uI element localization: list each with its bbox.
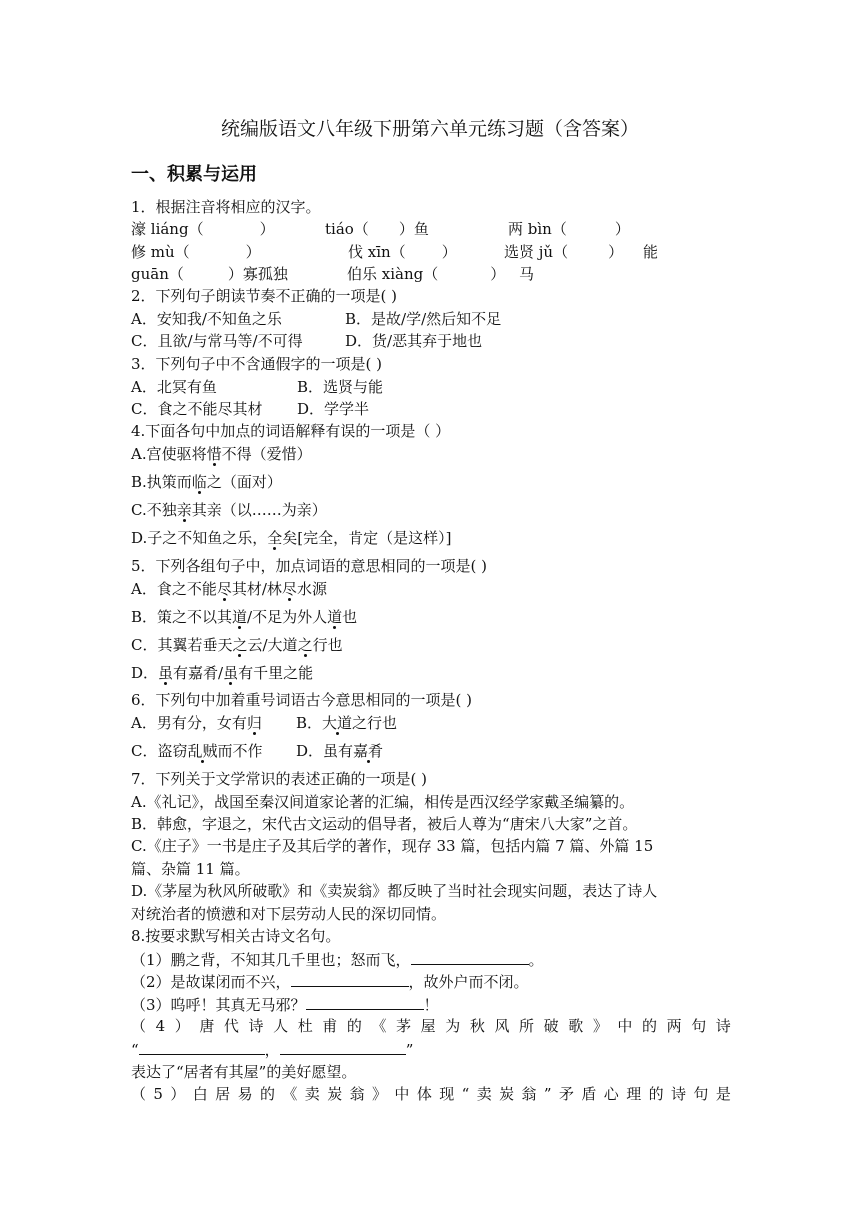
emphasis-mark: 归	[246, 714, 262, 732]
q1-row2-a: 修 mù（ ）	[131, 243, 261, 261]
emphasis-mark: 亲	[176, 501, 192, 519]
answer-blank[interactable]	[280, 1039, 406, 1055]
q7-option-c-line1: C.《庄子》一书是庄子及其后学的著作，现存 33 篇，包括内篇 7 篇、外篇 15	[131, 837, 654, 855]
q8-item-4-line2: “ ， ”	[131, 1041, 414, 1059]
q5-option-c: C．其翼若垂天之云/大道之行也	[131, 636, 343, 654]
q6-option-b: B．大道之行也	[296, 714, 398, 732]
q7-option-d-line1: D.《茅屋为秋风所破歌》和《卖炭翁》都反映了当时社会现实问题，表达了诗人	[131, 882, 658, 900]
q1-row1-a: 濠 liáng（ ）	[131, 220, 275, 238]
emphasis-mark: 惜	[206, 445, 222, 463]
q7-stem: 7．下列关于文学常识的表述正确的一项是( )	[131, 770, 428, 788]
q1-row3-b: 伯乐 xiàng（ ）	[347, 265, 506, 283]
q3-option-c: C．食之不能尽其材	[131, 400, 263, 418]
document-title: 统编版语文八年级下册第六单元练习题（含答案）	[220, 118, 639, 140]
q3-option-b: B．选贤与能	[297, 378, 384, 396]
q3-stem: 3．下列句子中不含通假字的一项是( )	[131, 355, 383, 373]
emphasis-mark: 之	[232, 636, 248, 654]
q2-option-a: A．安知我/不知鱼之乐	[131, 310, 282, 328]
q5-option-b: B．策之不以其道/不足为外人道也	[131, 608, 358, 626]
q8-item-4-line1: （ 4 ） 唐 代 诗 人 杜 甫 的 《 茅 屋 为 秋 风 所 破 歌 》 中 的 两 句 诗	[131, 1017, 731, 1035]
answer-blank[interactable]	[291, 971, 409, 987]
q4-option-d: D.子之不知鱼之乐，全矣[完全，肯定（是这样）]	[131, 529, 452, 547]
q3-option-d: D．学学半	[297, 400, 370, 418]
q4-option-b: B.执策而临之（面对）	[131, 473, 282, 491]
q6-option-a: A．男有分，女有归	[131, 714, 262, 732]
q5-option-d: D．虽有嘉肴/虽有千里之能	[131, 664, 314, 682]
q1-row2-d: 能	[643, 243, 659, 261]
emphasis-mark: 乱贼	[187, 742, 218, 760]
q8-item-3: （3）呜呼！其真无马邪？ ！	[131, 996, 439, 1014]
q8-stem: 8.按要求默写相关古诗文名句。	[131, 927, 341, 945]
q2-option-b: B．是故/学/然后知不足	[345, 310, 502, 328]
emphasis-mark: 尽	[281, 580, 297, 598]
q8-item-2: （2）是故谋闭而不兴， ，故外户而不闭。	[131, 973, 529, 991]
section-heading: 一、积累与运用	[131, 164, 257, 185]
answer-blank[interactable]	[306, 994, 424, 1010]
q8-item-1: （1）鹏之背，不知其几千里也；怒而飞， 。	[131, 951, 544, 969]
q8-item-5-line1: （ 5 ） 白 居 易 的 《 卖 炭 翁 》 中 体 现 “ 卖 炭 翁 ” 矛 盾 心 理 的 诗 句 是	[131, 1085, 731, 1103]
q3-option-a: A．北冥有鱼	[131, 378, 217, 396]
q2-option-c: C．且欲/与常马等/不可得	[131, 332, 303, 350]
q1-row3-a: guān（ ）寡孤独	[131, 265, 288, 283]
answer-blank[interactable]	[411, 949, 529, 965]
q5-stem: 5．下列各组句子中，加点词语的意思相同的一项是( )	[131, 557, 488, 575]
q7-option-b: B．韩愈，字退之，宋代古文运动的倡导者，被后人尊为“唐宋八大家”之首。	[131, 815, 638, 833]
q2-option-d: D．货/恶其弃于地也	[345, 332, 483, 350]
q1-stem: 1．根据注音将相应的汉字。	[131, 198, 321, 216]
q1-row2-c: 选贤 jǔ（ ）	[504, 243, 624, 261]
emphasis-mark: 虽	[223, 664, 239, 682]
emphasis-mark: 虽	[158, 664, 174, 682]
q7-option-c-line2: 篇、杂篇 11 篇。	[131, 860, 250, 878]
emphasis-mark: 道	[327, 608, 343, 626]
q1-row1-c: 两 bìn（ ）	[508, 220, 630, 238]
q1-row3-c: 马	[519, 265, 535, 283]
q4-option-c: C.不独亲其亲（以……为亲）	[131, 501, 327, 519]
q1-row1-b: tiáo（ ）鱼	[325, 220, 429, 238]
q1-row2-b: 伐 xīn（ ）	[348, 243, 457, 261]
emphasis-mark: 之	[297, 636, 313, 654]
q7-option-d-line2: 对统治者的愤懑和对下层劳动人民的深切同情。	[131, 905, 447, 923]
emphasis-mark: 全	[267, 529, 283, 547]
q2-stem: 2．下列句子朗读节奏不正确的一项是( )	[131, 287, 398, 305]
q5-option-a: A．食之不能尽其材/林尽水源	[131, 580, 327, 598]
emphasis-mark: 道	[232, 608, 248, 626]
q4-stem: 4.下面各句中加点的词语解释有误的一项是（ ）	[131, 422, 451, 440]
q6-option-d: D．虽有嘉肴	[296, 742, 384, 760]
emphasis-mark: 尽	[216, 580, 232, 598]
q6-stem: 6．下列句中加着重号词语古今意思相同的一项是( )	[131, 691, 473, 709]
emphasis-mark: 临	[191, 473, 207, 491]
emphasis-mark: 嘉肴	[353, 742, 384, 760]
emphasis-mark: 大道	[322, 714, 353, 732]
q8-item-4-line3: 表达了“居者有其屋”的美好愿望。	[131, 1063, 357, 1081]
answer-blank[interactable]	[139, 1039, 265, 1055]
q6-option-c: C．盗窃乱贼而不作	[131, 742, 263, 760]
q4-option-a: A.宫使驱将惜不得（爱惜）	[131, 445, 312, 463]
q7-option-a: A.《礼记》，战国至秦汉间道家论著的汇编，相传是西汉经学家戴圣编纂的。	[131, 793, 635, 811]
